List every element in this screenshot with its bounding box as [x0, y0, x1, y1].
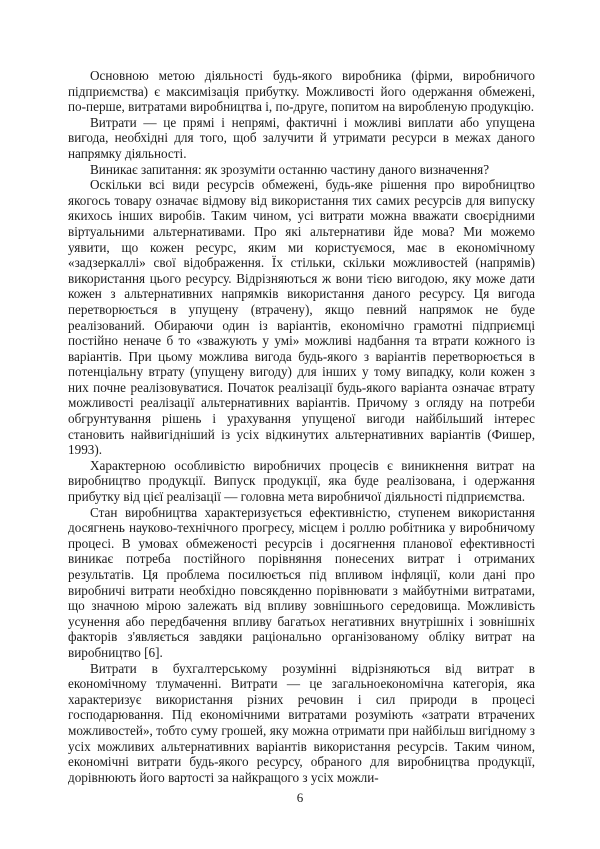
paragraph-2: Витрати — це прямі і непрямі, фактичні і можливі виплати або упущена вигода, необхідні для того, щоб залучити й утримати ресурси в межах даного напрямку діяльності. — [68, 114, 535, 161]
page-number: 6 — [296, 790, 304, 805]
paragraph-6: Стан виробництва характеризується ефективністю, ступенем використання досягнень науково-технічного прогресу, місцем і роллю робітника у виробничому процесі. В умовах обмеженості ресурсів і досягнення планової ефективності виникає потреба постійного порівняння понесених витрат і отриманих результатів. Ця проблема посилюється під впливом інфляції, коли дані про виробничі витрати необхідно повсякденно порівнювати з майбутніми витратами, що значною мірою залежать від впливу зовнішнього середовища. Можливість усунення або передбачення впливу багатьох негативних внутрішніх і зовнішніх факторів з'являється завдяки раціонально організованому обліку витрат на виробництво [6]. — [68, 504, 535, 660]
paragraph-5: Характерною особливістю виробничих процесів є виникнення витрат на виробництво продукції. Випуск продукції, яка буде реалізована, і одержання прибутку від цієї реалізації — головна мета виробничої діяльності підприємства. — [68, 457, 535, 505]
page-body — [68, 68, 535, 785]
paragraph-1: Основною метою діяльності будь-якого виробника (фірми, виробничого підприємства) є максимізація прибутку. Можливості його одержання обмежені, по-перше, витратами виробництва і, по-друге, попитом на виробленую продукцію. — [68, 68, 535, 115]
paragraph-3: Виникає запитання: як зрозуміти останню частину даного визначення? — [90, 161, 490, 177]
paragraph-7: Витрати в бухгалтерському розумінні відрізняються від витрат в економічному тлумаченні. Витрати — це загальноекономічна категорія, яка характеризує використання різних речовин і сил природи в процесі господарювання. Під економічними витратами розуміють «затрати втрачених можливостей», тобто суму грошей, яку можна отримати при найбільш вигідному з усіх можливих альтернативних варіантів використання ресурсів. Таким чином, економічні витрати будь-якого ресурсу, обраного для виробництва продукції, дорівнюють його вартості за найкращого з усіх можли- — [68, 660, 535, 785]
paragraph-4: Оскільки всі види ресурсів обмежені, будь-яке рішення про виробництво якогось товару означає відмову від використання тих самих ресурсів для випуску якихось інших виробів. Таким чином, усі витрати можна вважати своєрідними віртуальними альтернативами. Про які альтернативи йде мова? Ми можемо уявити, що кожен ресурс, яким ми користуємося, має в економічному «задзеркаллі» свої відображення. Їх стільки, скільки можливостей (напрямів) використання цього ресурсу. Відрізняються ж вони тією вигодою, яку може дати кожен з альтернативних напрямків використання даного ресурсу. Ця вигода перетворюється в упущену (втрачену), якщо певний напрямок не буде реалізований. Обираючи один із варіантів, економічно грамотні підприємці постійно неначе б то «зважують у умі» можливі надбання та втрати кожного із варіантів. При цьому можлива вигода будь-якого з варіантів перетворюється в потенціальну втрату (упущену вигоду) для інших у тому випадку, коли кожен з них почне реалізовуватися. Початок реалізації будь-якого варіанта означає втрату можливості реалізації альтернативних варіантів. Причому з огляду на потреби обгрунтування рішень і урахування упущеної вигоди найбільший інтерес становить найвигідніший із усіх відкинутих альтернативних варіантів (Фишер, 1993). — [68, 177, 535, 458]
